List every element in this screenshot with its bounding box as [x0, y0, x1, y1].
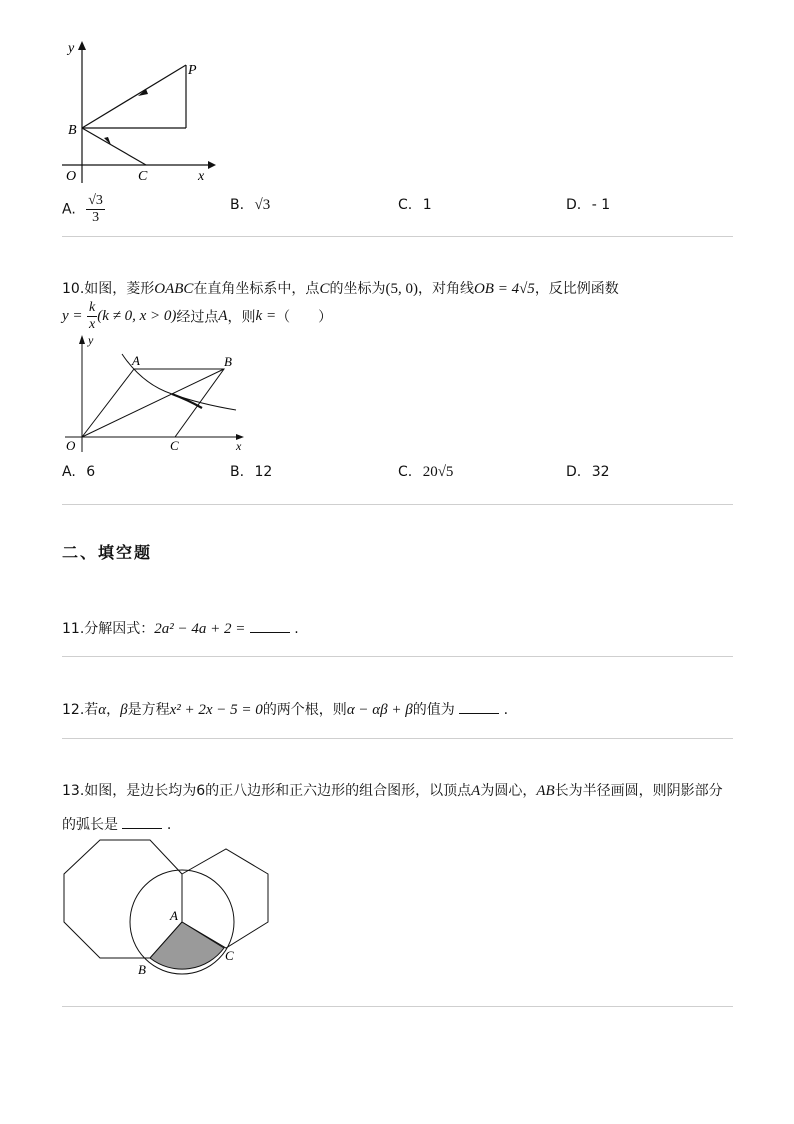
q9-label-o: O: [66, 169, 77, 184]
q12-text: 12.若α，β是方程x² + 2x − 5 = 0的两个根，则α − αβ + β的值为 .: [62, 702, 509, 718]
q10-label-x: x: [236, 439, 242, 453]
q9-label-p: P: [188, 63, 197, 78]
q10-label-b: B: [224, 354, 232, 369]
q10-label-a: A: [132, 353, 140, 368]
q10-text-line1: 10.如图，菱形OABC在直角坐标系中，点C的坐标为(5, 0)，对角线OB = 4√5，反比例函数: [62, 281, 619, 297]
q10-option-a[interactable]: A. 6: [62, 464, 96, 480]
divider: [62, 504, 733, 505]
q10-option-c[interactable]: C. 20√5: [398, 464, 454, 480]
section-title: 二、填空题: [62, 543, 153, 562]
q10-option-d[interactable]: D. 32: [566, 464, 610, 480]
q10-label-y: y: [88, 333, 94, 347]
q10-figure: [60, 332, 250, 456]
q9-option-c[interactable]: C. 1: [398, 197, 432, 213]
q13-label-b: B: [138, 962, 146, 977]
q9-label-x: x: [198, 169, 205, 184]
q13-label-a: A: [170, 908, 178, 923]
q9-option-b[interactable]: B. √3: [230, 197, 271, 213]
divider: [62, 656, 733, 657]
q13-text-line2: 的弧长是 .: [62, 817, 172, 833]
q10-text-line2: y = $\frac{k}{x}$ (k ≠ 0, x > 0)经过点A，则k =（ ）: [62, 300, 333, 332]
q10-label-c: C: [170, 438, 179, 453]
q9-option-a-numerator: √3: [88, 193, 103, 208]
q9-label-b: B: [68, 123, 77, 138]
q13-figure: [58, 836, 274, 980]
q11-text: 11.分解因式：2a² − 4a + 2 = .: [62, 621, 299, 637]
q9-option-d[interactable]: D. - 1: [566, 197, 611, 213]
q9-label-c: C: [138, 169, 148, 184]
q11-answer-blank[interactable]: [250, 620, 290, 633]
q10-label-o: O: [66, 438, 76, 453]
q9-option-a[interactable]: A. $\frac{√3}{3}$: [62, 193, 103, 225]
q12-answer-blank[interactable]: [459, 701, 499, 714]
q13-text-line1: 13.如图，是边长均为6的正八边形和正六边形的组合图形，以顶点A为圆心，AB长为半径画圆，则阴影部分: [62, 783, 723, 799]
q9-figure: [60, 38, 220, 186]
q10-option-b[interactable]: B. 12: [230, 464, 273, 480]
q13-answer-blank[interactable]: [122, 816, 162, 829]
q9-label-y: y: [68, 41, 75, 56]
q9-option-a-denominator: 3: [92, 210, 100, 225]
divider: [62, 236, 733, 237]
divider: [62, 1006, 733, 1007]
divider: [62, 738, 733, 739]
q13-label-c: C: [225, 948, 234, 963]
